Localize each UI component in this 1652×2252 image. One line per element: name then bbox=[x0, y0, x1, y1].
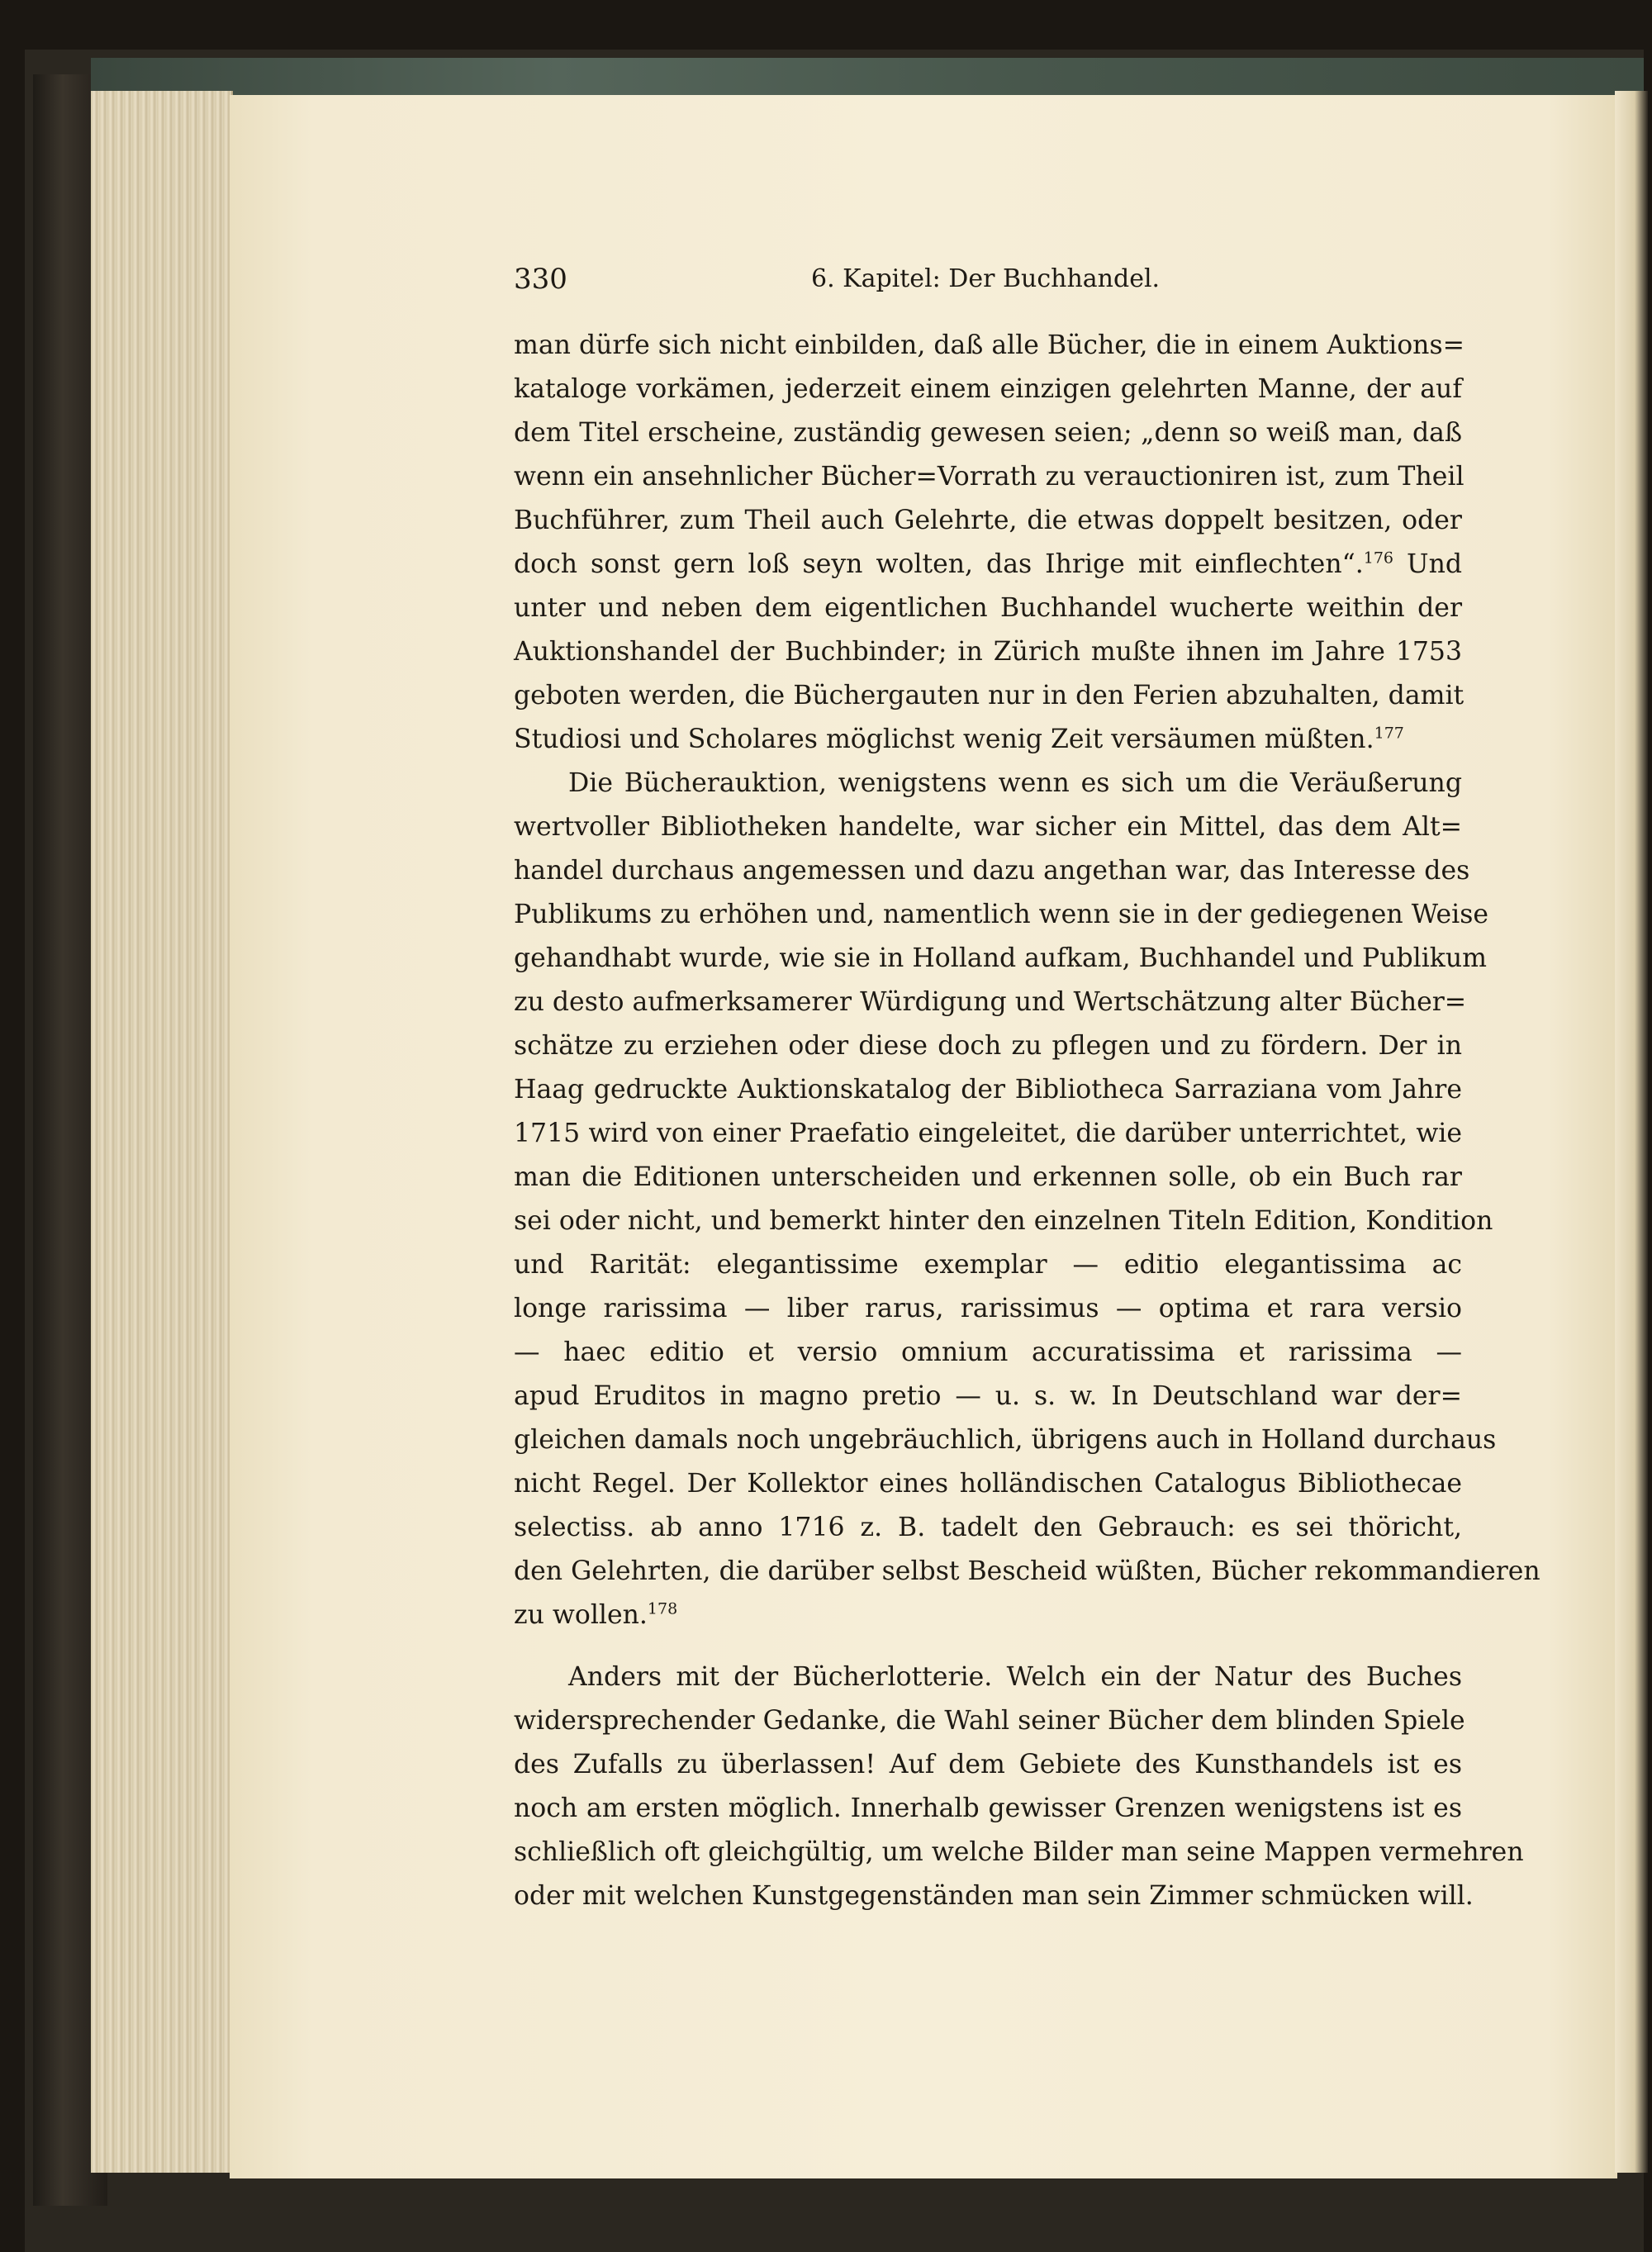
text-line: handel durchaus angemessen und dazu angethan war, das Interesse des bbox=[514, 856, 1470, 886]
text-line: gehandhabt wurde, wie sie in Holland aufkam, Buchhandel und Publikum bbox=[514, 943, 1488, 973]
running-head: 6. Kapitel: Der Buchhandel. bbox=[811, 264, 1161, 293]
text-line: geboten werden, die Büchergauten nur in den Ferien abzuhalten, damit bbox=[514, 681, 1464, 710]
page-edges-stack bbox=[91, 91, 233, 2173]
text-line: und Rarität: elegantissime exemplar — editio elegantissima ac bbox=[514, 1250, 1462, 1280]
text-line: dem Titel erscheine, zuständig gewesen seien; „denn so weiß man, daß bbox=[514, 418, 1462, 448]
line-text: zu wollen. bbox=[514, 1600, 648, 1630]
text-line: zu desto aufmerksamerer Würdigung und Wertschätzung alter Bücher= bbox=[514, 987, 1467, 1017]
text-line: nicht Regel. Der Kollektor eines holländischen Catalogus Bibliothecae bbox=[514, 1469, 1462, 1499]
text-line: schätze zu erziehen oder diese doch zu pflegen und zu fördern. Der in bbox=[514, 1031, 1462, 1061]
text-line: schließlich oft gleichgültig, um welche Bilder man seine Mappen vermehren bbox=[514, 1837, 1524, 1867]
text-line: man die Editionen unterscheiden und erkennen solle, ob ein Buch rar bbox=[514, 1162, 1462, 1192]
text-line: wertvoller Bibliotheken handelte, war sicher ein Mittel, das dem Alt= bbox=[514, 812, 1462, 842]
footnote-ref: 178 bbox=[647, 1599, 678, 1618]
line-text: Studiosi und Scholares möglichst wenig Zeit versäumen müßten. bbox=[514, 725, 1374, 754]
text-line: man dürfe sich nicht einbilden, daß alle Bücher, die in einem Auktions= bbox=[514, 330, 1465, 360]
text-line: gleichen damals noch ungebräuchlich, übrigens auch in Holland durchaus bbox=[514, 1425, 1497, 1455]
footnote-ref: 177 bbox=[1374, 724, 1404, 743]
page-header bbox=[514, 263, 1462, 304]
text-line: Auktionshandel der Buchbinder; in Zürich mußte ihnen im Jahre 1753 bbox=[514, 637, 1462, 667]
text-line: des Zufalls zu überlassen! Auf dem Gebiete des Kunsthandels ist es bbox=[514, 1750, 1462, 1779]
text-line: wenn ein ansehnlicher Bücher=Vorrath zu verauctioniren ist, zum Theil bbox=[514, 462, 1464, 492]
text-line: Haag gedruckte Auktionskatalog der Bibliotheca Sarraziana vom Jahre bbox=[514, 1075, 1462, 1105]
text-line: oder mit welchen Kunstgegenständen man sein Zimmer schmücken will. bbox=[514, 1881, 1474, 1911]
text-line: apud Eruditos in magno pretio — u. s. w. In Deutschland war der= bbox=[514, 1381, 1462, 1411]
book-top-board bbox=[91, 58, 1644, 99]
text-line bbox=[514, 548, 1462, 581]
page-number: 330 bbox=[514, 263, 567, 296]
facing-page-edge bbox=[1615, 91, 1648, 2173]
text-line: kataloge vorkämen, jederzeit einem einzigen gelehrten Manne, der auf bbox=[514, 374, 1462, 404]
text-line: den Gelehrten, die darüber selbst Bescheid wüßten, Bücher rekommandieren bbox=[514, 1556, 1540, 1586]
text-line bbox=[514, 1599, 1462, 1632]
text-line: Anders mit der Bücherlotterie. Welch ein der Natur des Buches bbox=[568, 1662, 1462, 1692]
line-text: Und bbox=[1407, 549, 1463, 579]
text-line: Die Bücherauktion, wenigstens wenn es sich um die Veräußerung bbox=[568, 768, 1462, 798]
footnote-ref: 176 bbox=[1363, 549, 1393, 568]
text-line: Buchführer, zum Theil auch Gelehrte, die etwas doppelt besitzen, oder bbox=[514, 506, 1462, 535]
text-line: unter und neben dem eigentlichen Buchhandel wucherte weithin der bbox=[514, 593, 1462, 623]
text-line: selectiss. ab anno 1716 z. B. tadelt den Gebrauch: es sei thöricht, bbox=[514, 1513, 1462, 1542]
text-line: — haec editio et versio omnium accuratissima et rarissima — bbox=[514, 1337, 1462, 1367]
line-text: doch sonst gern loß seyn wolten, das Ihrige mit einflechten“. bbox=[514, 549, 1364, 579]
text-line: longe rarissima — liber rarus, rarissimus — optima et rara versio bbox=[514, 1294, 1462, 1323]
text-line: sei oder nicht, und bemerkt hinter den einzelnen Titeln Edition, Kondition bbox=[514, 1206, 1493, 1236]
text-line: noch am ersten möglich. Innerhalb gewisser Grenzen wenigstens ist es bbox=[514, 1794, 1462, 1823]
text-line bbox=[514, 723, 1462, 756]
text-line: 1715 wird von einer Praefatio eingeleitet, die darüber unterrichtet, wie bbox=[514, 1119, 1462, 1148]
text-line: widersprechender Gedanke, die Wahl seiner Bücher dem blinden Spiele bbox=[514, 1706, 1465, 1736]
text-line: Publikums zu erhöhen und, namentlich wenn sie in der gediegenen Weise bbox=[514, 900, 1489, 929]
